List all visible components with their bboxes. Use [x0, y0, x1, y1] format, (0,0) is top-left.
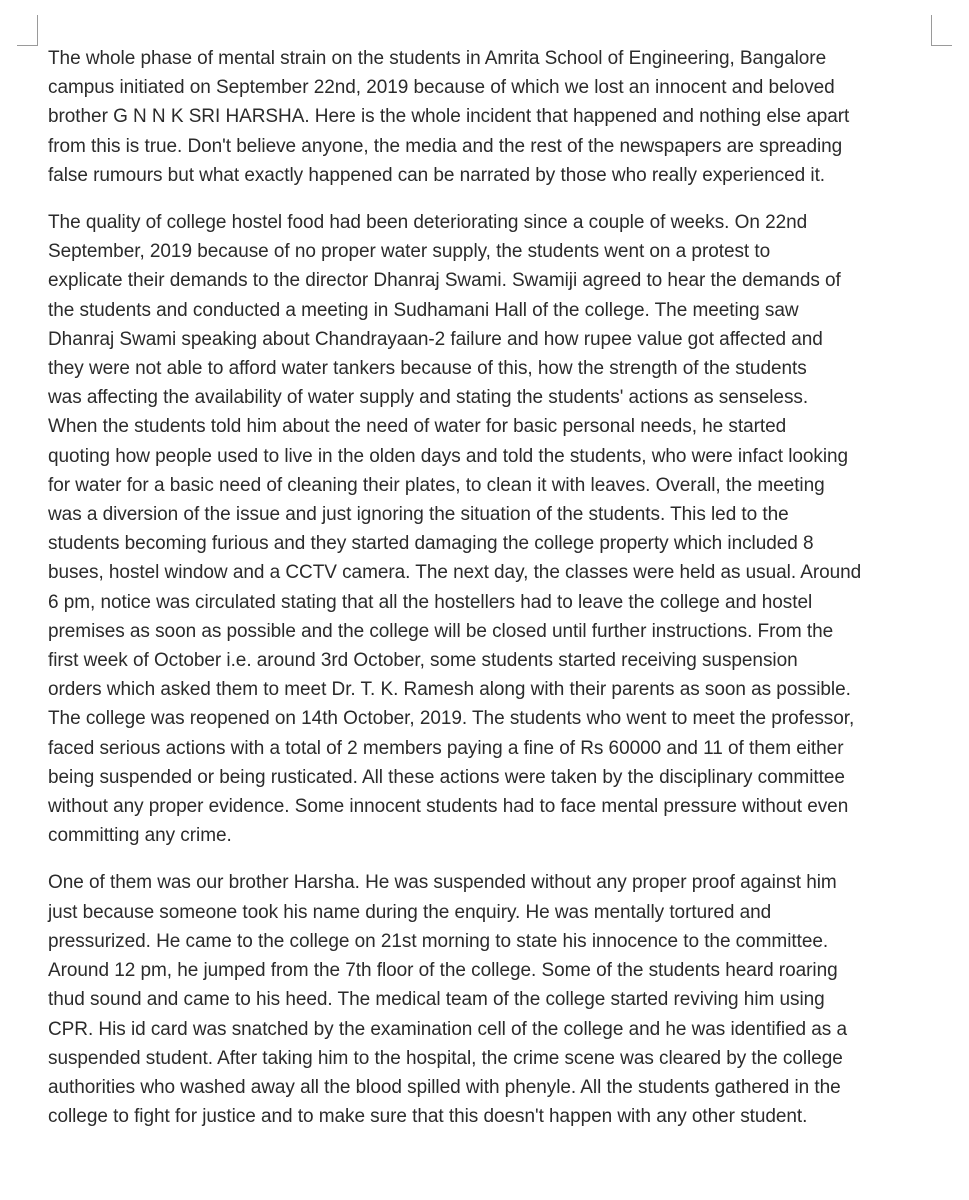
- text-line: pressurized. He came to the college on 21st morning to state his innocence to the committee.: [48, 930, 829, 952]
- text-line: students becoming furious and they started damaging the college property which included 8: [48, 533, 814, 555]
- text-line: campus initiated on September 22nd, 2019 because of which we lost an innocent and beloved: [48, 77, 835, 99]
- text-line: was affecting the availability of water supply and stating the students' actions as senseless.: [48, 387, 809, 409]
- text-line: faced serious actions with a total of 2 members paying a fine of Rs 60000 and 11 of them either: [48, 737, 844, 759]
- text-line: orders which asked them to meet Dr. T. K. Ramesh along with their parents as soon as possible.: [48, 679, 851, 701]
- text-line: committing any crime.: [48, 825, 232, 847]
- text-line: The quality of college hostel food had been deteriorating since a couple of weeks. On 22nd: [48, 212, 808, 234]
- text-line: Around 12 pm, he jumped from the 7th floor of the college. Some of the students heard roaring: [48, 960, 838, 982]
- text-line: the students and conducted a meeting in Sudhamani Hall of the college. The meeting saw: [48, 299, 799, 321]
- text-line: false rumours but what exactly happened can be narrated by those who really experienced it.: [48, 164, 826, 186]
- text-line: for water for a basic need of cleaning their plates, to clean it with leaves. Overall, the meeting: [48, 474, 825, 496]
- text-line: explicate their demands to the director Dhanraj Swami. Swamiji agreed to hear the demands of: [48, 270, 841, 292]
- text-line: college to fight for justice and to make sure that this doesn't happen with any other student.: [48, 1106, 808, 1128]
- text-line: One of them was our brother Harsha. He was suspended without any proper proof against him: [48, 872, 837, 894]
- text-line: buses, hostel window and a CCTV camera. The next day, the classes were held as usual. Around: [48, 562, 862, 584]
- text-line: they were not able to afford water tankers because of this, how the strength of the students: [48, 358, 807, 380]
- paragraph-harsha: [48, 868, 948, 1131]
- text-line: quoting how people used to live in the olden days and told the students, who were infact looking: [48, 445, 849, 467]
- text-line: CPR. His id card was snatched by the examination cell of the college and he was identified as a: [48, 1018, 847, 1040]
- text-line: being suspended or being rusticated. All these actions were taken by the disciplinary committee: [48, 766, 845, 788]
- text-line: first week of October i.e. around 3rd October, some students started receiving suspension: [48, 650, 798, 672]
- text-line: thud sound and came to his heed. The medical team of the college started reviving him using: [48, 989, 825, 1011]
- text-line: without any proper evidence. Some innocent students had to face mental pressure without even: [48, 796, 849, 818]
- text-line: brother G N N K SRI HARSHA. Here is the whole incident that happened and nothing else apart: [48, 106, 850, 128]
- text-line: just because someone took his name during the enquiry. He was mentally tortured and: [48, 901, 772, 923]
- text-line: Dhanraj Swami speaking about Chandrayaan-2 failure and how rupee value got affected and: [48, 328, 823, 350]
- paragraph-intro: [48, 44, 948, 190]
- text-line: 6 pm, notice was circulated stating that all the hostellers had to leave the college and hostel: [48, 591, 813, 613]
- text-line: The college was reopened on 14th October, 2019. The students who went to meet the professor,: [48, 708, 855, 730]
- text-line: authorities who washed away all the blood spilled with phenyle. All the students gathered in the: [48, 1076, 841, 1098]
- text-line: from this is true. Don't believe anyone, the media and the rest of the newspapers are spreading: [48, 135, 843, 157]
- top-right-margin-marker: [931, 15, 952, 46]
- document-body: [48, 44, 948, 1149]
- paragraph-protest: [48, 208, 948, 850]
- text-line: suspended student. After taking him to the hospital, the crime scene was cleared by the college: [48, 1047, 843, 1069]
- text-line: The whole phase of mental strain on the students in Amrita School of Engineering, Bangalore: [48, 48, 827, 69]
- text-line: September, 2019 because of no proper water supply, the students went on a protest to: [48, 241, 771, 263]
- text-line: When the students told him about the need of water for basic personal needs, he started: [48, 416, 787, 438]
- text-line: premises as soon as possible and the college will be closed until further instructions. From the: [48, 620, 834, 642]
- text-line: was a diversion of the issue and just ignoring the situation of the students. This led to the: [48, 504, 789, 526]
- top-left-margin-marker: [17, 15, 38, 46]
